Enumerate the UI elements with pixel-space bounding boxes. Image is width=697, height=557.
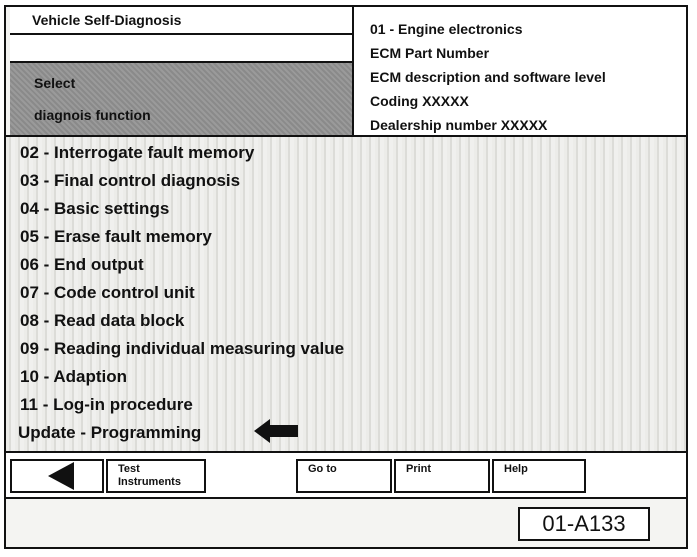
function-item-04[interactable]: 04 - Basic settings [20, 199, 170, 218]
back-button[interactable] [10, 459, 104, 493]
function-item-11[interactable]: 11 - Log-in procedure [20, 395, 193, 414]
function-item-02[interactable]: 02 - Interrogate fault memory [20, 143, 255, 162]
diagnosis-screen [4, 5, 688, 549]
print-button[interactable] [394, 459, 490, 493]
function-item-03[interactable]: 03 - Final control diagnosis [20, 171, 241, 190]
info-part-number: ECM Part Number [370, 45, 490, 61]
function-item-10[interactable]: 10 - Adaption [20, 367, 128, 386]
left-arrow-icon [252, 417, 300, 445]
function-item-05[interactable]: 05 - Erase fault memory [20, 227, 212, 246]
help-label: Help [504, 463, 528, 475]
select-label-line1: Select [34, 75, 76, 91]
control-unit-info [354, 7, 686, 135]
function-list [6, 137, 686, 451]
toolbar [6, 451, 686, 499]
function-item-update-programming[interactable]: Update - Programming [18, 423, 202, 442]
help-button[interactable] [492, 459, 586, 493]
info-description: ECM description and software level [370, 69, 606, 85]
info-control-unit: 01 - Engine electronics [370, 21, 523, 37]
test-label-line1: Test [118, 463, 140, 475]
test-instruments-button[interactable] [106, 459, 206, 493]
select-label-line2: diagnois function [34, 107, 151, 123]
blank-field [10, 35, 352, 63]
print-label: Print [406, 463, 432, 475]
app-title: Vehicle Self-Diagnosis [10, 7, 352, 35]
info-dealership: Dealership number XXXXX [370, 117, 548, 133]
header-left [6, 7, 354, 135]
figure-code-label: 01-A133 [518, 507, 650, 541]
go-to-label: Go to [308, 463, 337, 475]
back-triangle-icon [12, 461, 102, 491]
go-to-button[interactable] [296, 459, 392, 493]
function-item-07[interactable]: 07 - Code control unit [20, 283, 195, 302]
function-item-09[interactable]: 09 - Reading individual measuring value [20, 339, 345, 358]
info-coding: Coding XXXXX [370, 93, 469, 109]
function-item-08[interactable]: 08 - Read data block [20, 311, 185, 330]
header [6, 7, 686, 137]
test-label-line2: Instruments [118, 476, 181, 488]
select-function-panel [10, 63, 352, 135]
function-item-06[interactable]: 06 - End output [20, 255, 144, 274]
